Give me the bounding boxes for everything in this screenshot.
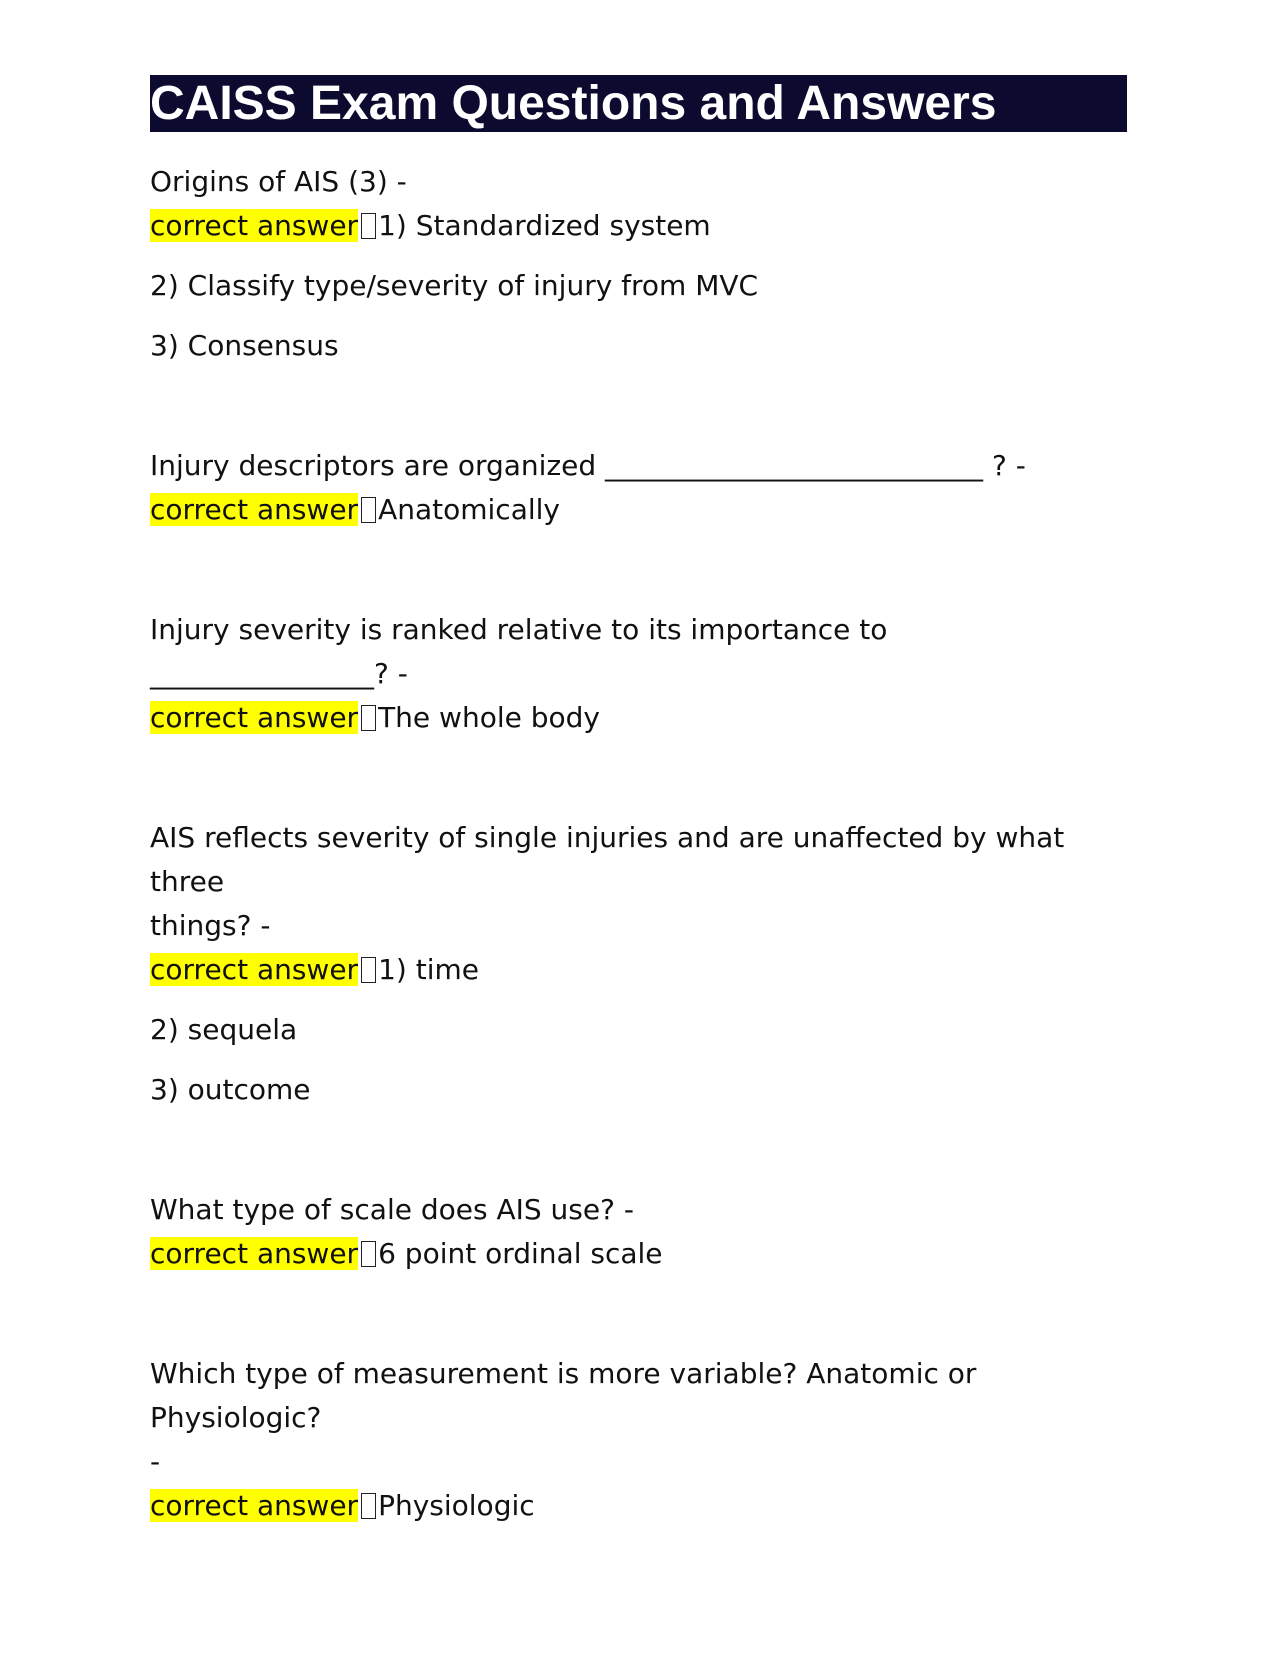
question-text: Injury descriptors are organized ___________________________ ? - — [150, 449, 1026, 482]
answer-text: 1) Standardized system — [378, 209, 711, 242]
missing-glyph-icon — [361, 705, 376, 731]
question-text: ________________? - — [150, 657, 408, 690]
missing-glyph-icon — [361, 1493, 376, 1519]
answer-highlight-label: correct answer — [150, 493, 359, 526]
document-title: CAISS Exam Questions and Answers — [150, 75, 1127, 132]
missing-glyph-icon — [361, 497, 376, 523]
answer-text: The whole body — [378, 701, 600, 734]
answer-text: 6 point ordinal scale — [378, 1237, 663, 1270]
question-text: AIS reflects severity of single injuries and are unaffected by what three — [150, 821, 1065, 898]
answer-highlight-label: correct answer — [150, 1489, 359, 1522]
answer-highlight-label: correct answer — [150, 1237, 359, 1270]
qa-item — [150, 608, 1130, 740]
question-text: - — [150, 1445, 161, 1478]
answer-line — [150, 696, 1130, 740]
missing-glyph-icon — [361, 1241, 376, 1267]
missing-glyph-icon — [361, 957, 376, 983]
question-text: Origins of AIS (3) - — [150, 165, 407, 198]
qa-item — [150, 1352, 1130, 1528]
qa-item — [150, 1188, 1130, 1276]
answer-line — [150, 488, 1130, 532]
answer-line — [150, 1484, 1130, 1528]
qa-list — [150, 160, 1130, 1604]
answer-highlight-label: correct answer — [150, 953, 359, 986]
answer-line — [150, 948, 1130, 992]
qa-item — [150, 444, 1130, 532]
qa-item — [150, 160, 1130, 368]
missing-glyph-icon — [361, 213, 376, 239]
answer-continuation: 2) Classify type/severity of injury from MVC — [150, 269, 759, 302]
answer-continuation: 3) outcome — [150, 1073, 311, 1106]
answer-highlight-label: correct answer — [150, 701, 359, 734]
question-text: What type of scale does AIS use? - — [150, 1193, 634, 1226]
answer-text: Anatomically — [378, 493, 560, 526]
question-text: Injury severity is ranked relative to its importance to — [150, 613, 888, 646]
answer-line — [150, 204, 1130, 248]
question-text: Which type of measurement is more variable? Anatomic or Physiologic? — [150, 1357, 977, 1434]
answer-text: Physiologic — [378, 1489, 535, 1522]
answer-continuation: 2) sequela — [150, 1013, 298, 1046]
answer-highlight-label: correct answer — [150, 209, 359, 242]
answer-line — [150, 1232, 1130, 1276]
question-text: things? - — [150, 909, 271, 942]
answer-text: 1) time — [378, 953, 479, 986]
answer-continuation: 3) Consensus — [150, 329, 339, 362]
qa-item — [150, 816, 1130, 1112]
